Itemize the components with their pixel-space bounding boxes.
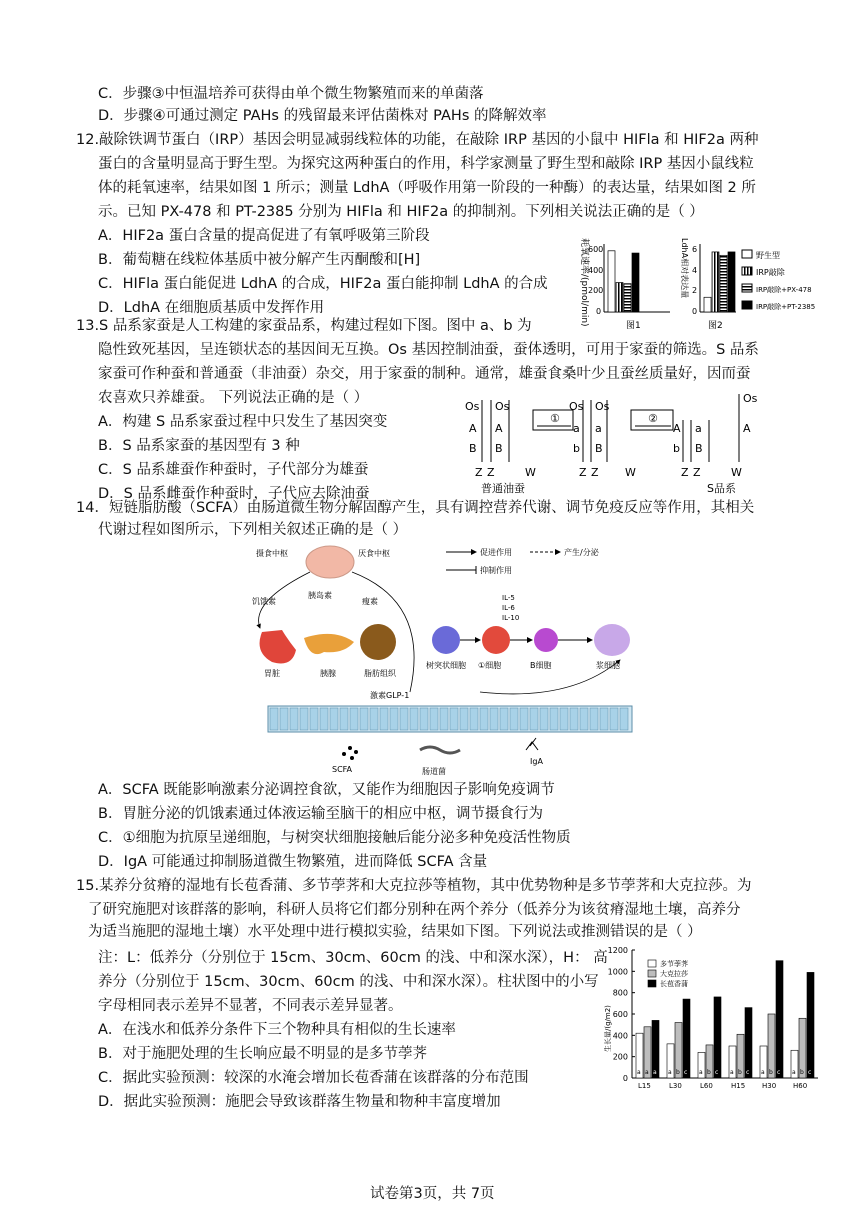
q14-scfa-diagram [240,542,660,780]
q15-option-d: D．据此实验预测：施肥会导致该群落生物量和物种丰富度增加 [98,1094,501,1110]
bar-H60-2 [807,972,814,1078]
label-s-strain: S品系 [707,482,736,495]
bar-3 [632,253,639,312]
fat-tissue-icon [360,624,396,660]
chrom-z: Z [591,466,599,479]
q13-stem-line2: 隐性致死基因，呈连锁状态的基因间无互换。Os 基因控制油蚕，蚕体透明，可用于家蚕的筛选。S 品系 [98,342,759,358]
legend-label: 大克拉莎 [660,970,688,978]
q12-stem-line4: 示。已知 PX-478 和 PT-2385 分别为 HIFla 和 HIF2a 的抑制剂。下列相关说法正确的是（ ） [98,204,704,220]
q13-option-c: C．S 品系雄蚕作种蚕时，子代部分为雄蚕 [98,462,369,478]
legend-label: 野生型 [756,251,780,260]
q11-option-d: D．步骤④可通过测定 PAHs 的残留最来评估菌株对 PAHs 的降解效率 [98,108,547,124]
legend-label: IRP敲除+PX-478 [756,286,812,294]
bar-2 [720,255,727,312]
villus [510,708,518,730]
bar-letter: a [653,1069,657,1076]
q15-stem-line1: 15.某养分贫瘠的湿地有长苞香蒲、多节荸荠和大克拉莎等植物，其中优势物种是多节荸荠和大克拉莎。为 [76,878,752,894]
q12-option-b: B．葡萄糖在线粒体基质中被分解产生丙酮酸和[H] [98,252,421,268]
q13-stem-line4: 农喜欢只养雄蚕。 下列说法正确的是（ ） [98,390,369,406]
bar-letter: c [715,1069,719,1076]
villus [470,708,478,730]
brain-icon [306,546,354,578]
bar-L60-2 [714,997,721,1078]
gene-B: B [469,442,477,455]
q15-note-line2: 养分（分别位于 15cm、30cm、60cm 的浅、中和深水深）。柱状图中的小写 [98,974,599,990]
q15-note-line3: 字母相同表示差异不显著，不同表示差异显著。 [98,998,403,1014]
bar-letter: a [730,1069,734,1076]
q14-option-b: B．胃脏分泌的饥饿素通过体液运输至脑干的相应中枢，调节摄食行为 [98,806,543,822]
q14-legend [446,547,600,575]
villus [410,708,418,730]
bar-letter: a [792,1069,796,1076]
fig2-tick: 2 [692,286,698,295]
y-tick-label: 800 [612,988,628,998]
y-tick-label: 200 [612,1052,628,1062]
gene-b: b [673,442,680,455]
gene-A: A [469,422,477,435]
villus [610,708,618,730]
q15-option-a: A．在浅水和低养分条件下三个物种具有相似的生长速率 [98,1022,456,1038]
bar-letter: c [746,1069,750,1076]
gene-A: a [595,422,602,435]
bar-0 [608,251,615,312]
villus [330,708,338,730]
label-iga: IgA [530,757,543,766]
label-feeding-center: 摄食中枢 [256,549,288,558]
villus [430,708,438,730]
bar-letter: b [738,1069,742,1076]
legend-swatch [648,960,656,967]
villus [480,708,488,730]
bar-letter: a [699,1069,703,1076]
villus [300,708,308,730]
label-il5: IL-5 [502,594,515,602]
q13-option-d: D．S 品系雌蚕作种蚕时，子代应去除油蚕 [98,486,370,502]
b-cell-icon [534,628,558,652]
gene-B: b [573,442,580,455]
y-axis-label: 生长量/(g/m2) [604,1005,612,1052]
gene-A: a [573,422,580,435]
villus [350,708,358,730]
bar-L30-2 [683,999,690,1078]
label-stomach: 胃脏 [264,669,280,678]
chrom-z: Z [475,466,483,479]
villus [340,708,348,730]
chrom-w: W [525,466,536,479]
villus [400,708,408,730]
label-normal: 普通油蚕 [481,482,525,495]
villus [320,708,328,730]
villus [380,708,388,730]
cell-1-icon [482,626,510,654]
legend-swatch-irp [742,267,752,275]
gene-A: A [743,422,751,435]
fig1-caption: 图1 [626,321,641,330]
legend-swatch-px [742,284,752,292]
q15-option-c: C．据此实验预测：较深的水淹会增加长苞香蒲在该群落的分布范围 [98,1070,529,1086]
villus [600,708,608,730]
step-1: ① [550,412,560,425]
fig2-caption: 图2 [708,321,723,330]
x-tick-label: L60 [700,1082,713,1090]
fig1-tick: 600 [588,245,604,254]
bar-letter: b [800,1069,804,1076]
legend-label: 多节荸荠 [660,960,688,968]
scfa-dots-icon [342,746,358,760]
villus [460,708,468,730]
q13-option-b: B．S 品系家蚕的基因型有 3 种 [98,438,300,454]
gene-os: Os [743,392,758,405]
dendritic-cell-icon [432,626,460,654]
bar-letter: b [676,1069,680,1076]
fig1-ylabel: 耗氧速率/(pmol/min) [579,238,589,327]
label-bacteria: 肠道菌 [422,767,446,776]
villus [450,708,458,730]
villus [550,708,558,730]
legend-label: IRP敲除+PT-2385 [756,303,816,311]
villus [390,708,398,730]
label-fat: 脂肪组织 [364,669,396,678]
q12-stem-line3: 体的耗氧速率，结果如图 1 所示；测量 LdhA（呼吸作用第一阶段的一种酶）的表达量，结果如图 2 所 [98,180,756,196]
villus [360,708,368,730]
villus [530,708,538,730]
legend-label: IRP敲除 [756,268,785,277]
villus [570,708,578,730]
chrom-z: Z [693,466,701,479]
bar-3 [728,252,735,312]
y-tick-label: 600 [612,1010,628,1019]
stomach-icon [260,630,296,664]
gene-a: a [695,422,702,435]
label-scfa: SCFA [332,765,353,774]
bar-letter: c [808,1069,812,1076]
chrom-z: Z [487,466,495,479]
q14-stem-line2: 代谢过程如图所示，下列相关叙述正确的是（ ） [98,522,408,538]
q11-option-c: C．步骤③中恒温培养可获得由单个微生物繁殖而来的单菌落 [98,86,484,102]
q13-stem-line1: 13.S 品系家蚕是人工构建的家蚕品系，构建过程如下图。图中 a、b 为 [76,318,532,334]
bar-letter: b [769,1069,773,1076]
q12-stem-line1: 12.敲除铁调节蛋白（IRP）基因会明显减弱线粒体的功能，在敲除 IRP 基因的小鼠中 HIFla 和 HIF2a 两种 [76,132,759,148]
q15-note-line1: 注：L：低养分（分别位于 15cm、30cm、60cm 的浅、中和深水深），H： 高 [98,950,608,966]
q13-option-a: A．构建 S 品系家蚕过程中只发生了基因突变 [98,414,388,430]
fig2-tick: 4 [692,266,698,275]
bar-letter: c [777,1069,781,1076]
fig1-bars [608,251,639,312]
bar-letter: b [707,1069,711,1076]
q14-option-d: D．IgA 可能通过抑制肠道微生物繁殖，进而降低 SCFA 含量 [98,854,488,870]
gene-os: Os [465,400,480,413]
gene-A: A [673,422,681,435]
bacteria-icon [420,747,460,753]
plasma-cell-icon [594,624,630,656]
label-bcell: B细胞 [530,661,552,670]
villus [440,708,448,730]
label-dendritic: 树突状细胞 [426,661,466,670]
label-cell1: ①细胞 [478,661,502,670]
gene-A: A [495,422,503,435]
villus [490,708,498,730]
legend-swatch [648,970,656,977]
villus [560,708,568,730]
q15-stem-line3: 为适当施肥的湿地土壤）水平处理中进行模拟实验，结果如下图。下列说法或推测错误的是（ ） [88,924,702,940]
legend-inhibit: 抑制作用 [480,566,512,575]
villus [500,708,508,730]
x-tick-label: L15 [638,1082,651,1090]
villus [590,708,598,730]
x-tick-label: L30 [669,1082,682,1090]
chrom-w: W [625,466,636,479]
villus [520,708,528,730]
villus [370,708,378,730]
label-il6: IL-6 [502,604,515,612]
label-insulin: 胰岛素 [308,591,332,600]
q12-figures [570,238,860,330]
villus [540,708,548,730]
chrom-w: W [731,466,742,479]
y-tick-label: 1000 [607,967,628,977]
chrom-z: Z [681,466,689,479]
bar-H30-2 [776,961,783,1078]
pancreas-icon [304,634,354,654]
legend-swatch-wild [742,250,752,258]
label-plasma: 浆细胞 [596,661,620,670]
fig1-tick: 0 [596,307,602,316]
fig2-tick: 6 [692,245,698,254]
x-tick-label: H30 [762,1082,777,1090]
q14-stem-line1: 14．短链脂肪酸（SCFA）由肠道微生物分解固醇产生，具有调控营养代谢、调节免疫反应等作用，其相关 [76,500,755,516]
label-satiety-center: 厌食中枢 [358,549,390,558]
iga-icon [526,738,538,750]
gene-B: B [695,442,703,455]
fig2-tick: 0 [692,307,698,316]
gene-B: B [595,442,603,455]
fig1-tick: 200 [588,286,604,295]
fig1-tick: 400 [588,266,604,275]
bar-H15-2 [745,1008,752,1078]
gene-os: Os [569,400,584,413]
legend-promote: 促进作用 [480,548,512,557]
villus [280,708,288,730]
villus [290,708,298,730]
q13-cross-diagram [455,390,795,496]
label-ghrelin: 饥饿素 [252,597,276,606]
gene-os: Os [495,400,510,413]
bar-letter: a [645,1069,649,1076]
fig2-ylabel: LdhA相对表达量 [680,238,689,299]
q15-growth-chart [598,942,822,1094]
bar-letter: a [637,1069,641,1076]
fig12-legend [742,250,815,311]
bar-1 [712,252,719,312]
gene-os: Os [595,400,610,413]
legend-label: 长苞香蒲 [660,980,688,988]
x-tick-label: H15 [731,1082,746,1090]
y-tick-label: 0 [622,1074,628,1083]
y-tick-label: 400 [612,1031,628,1041]
q12-stem-line2: 蛋白的含量明显高于野生型。为探究这两种蛋白的作用，科学家测量了野生型和敲除 IRP 基因小鼠线粒 [98,156,754,172]
legend-swatch [648,980,656,987]
gene-B: B [495,442,503,455]
q12-option-d: D．LdhA 在细胞质基质中发挥作用 [98,300,325,316]
x-tick-label: H60 [793,1082,808,1090]
label-leptin: 瘦素 [362,597,378,606]
bar-letter: c [684,1069,688,1076]
label-glp1: 激素GLP-1 [370,691,410,700]
label-il10: IL-10 [502,614,520,622]
step-2: ② [648,412,658,425]
q13-stem-line3: 家蚕可作种蚕和普通蚕（非油蚕）杂交，用于家蚕的制种。通常，雄蚕食桑叶少且蚕丝质量好，因而蚕 [98,366,751,382]
villus [420,708,428,730]
chrom-z: Z [579,466,587,479]
page-footer: 试卷第3页，共 7页 [370,1186,495,1202]
villus [580,708,588,730]
villus [270,708,278,730]
legend-produce: 产生/分泌 [564,548,599,557]
bar-2 [624,284,631,312]
fig2-bars [704,252,735,312]
bar-0 [704,297,711,312]
q14-option-c: C．①细胞为抗原呈递细胞，与树突状细胞接触后能分泌多种免疫活性物质 [98,830,571,846]
q14-option-a: A．SCFA 既能影响激素分泌调控食欲，又能作为细胞因子影响免疫调节 [98,782,555,798]
label-pancreas: 胰腺 [320,669,336,678]
q12-option-c: C．HIFla 蛋白能促进 LdhA 的合成，HIF2a 蛋白能抑制 LdhA 的合成 [98,276,548,292]
bar-letter: a [761,1069,765,1076]
y-tick-label: 1200 [607,946,628,955]
q15-option-b: B．对于施肥处理的生长响应最不明显的是多节荸荠 [98,1046,427,1062]
q15-stem-line2: 了研究施肥对该群落的影响，科研人员将它们都分别种在两个养分（低养分为该贫瘠湿地土壤，高养分 [88,902,741,918]
villus [310,708,318,730]
bar-letter: a [668,1069,672,1076]
villus [620,708,628,730]
legend-swatch-pt [742,301,752,309]
q12-option-a: A．HIF2a 蛋白含量的提高促进了有氧呼吸第三阶段 [98,228,430,244]
bar-1 [616,283,623,312]
